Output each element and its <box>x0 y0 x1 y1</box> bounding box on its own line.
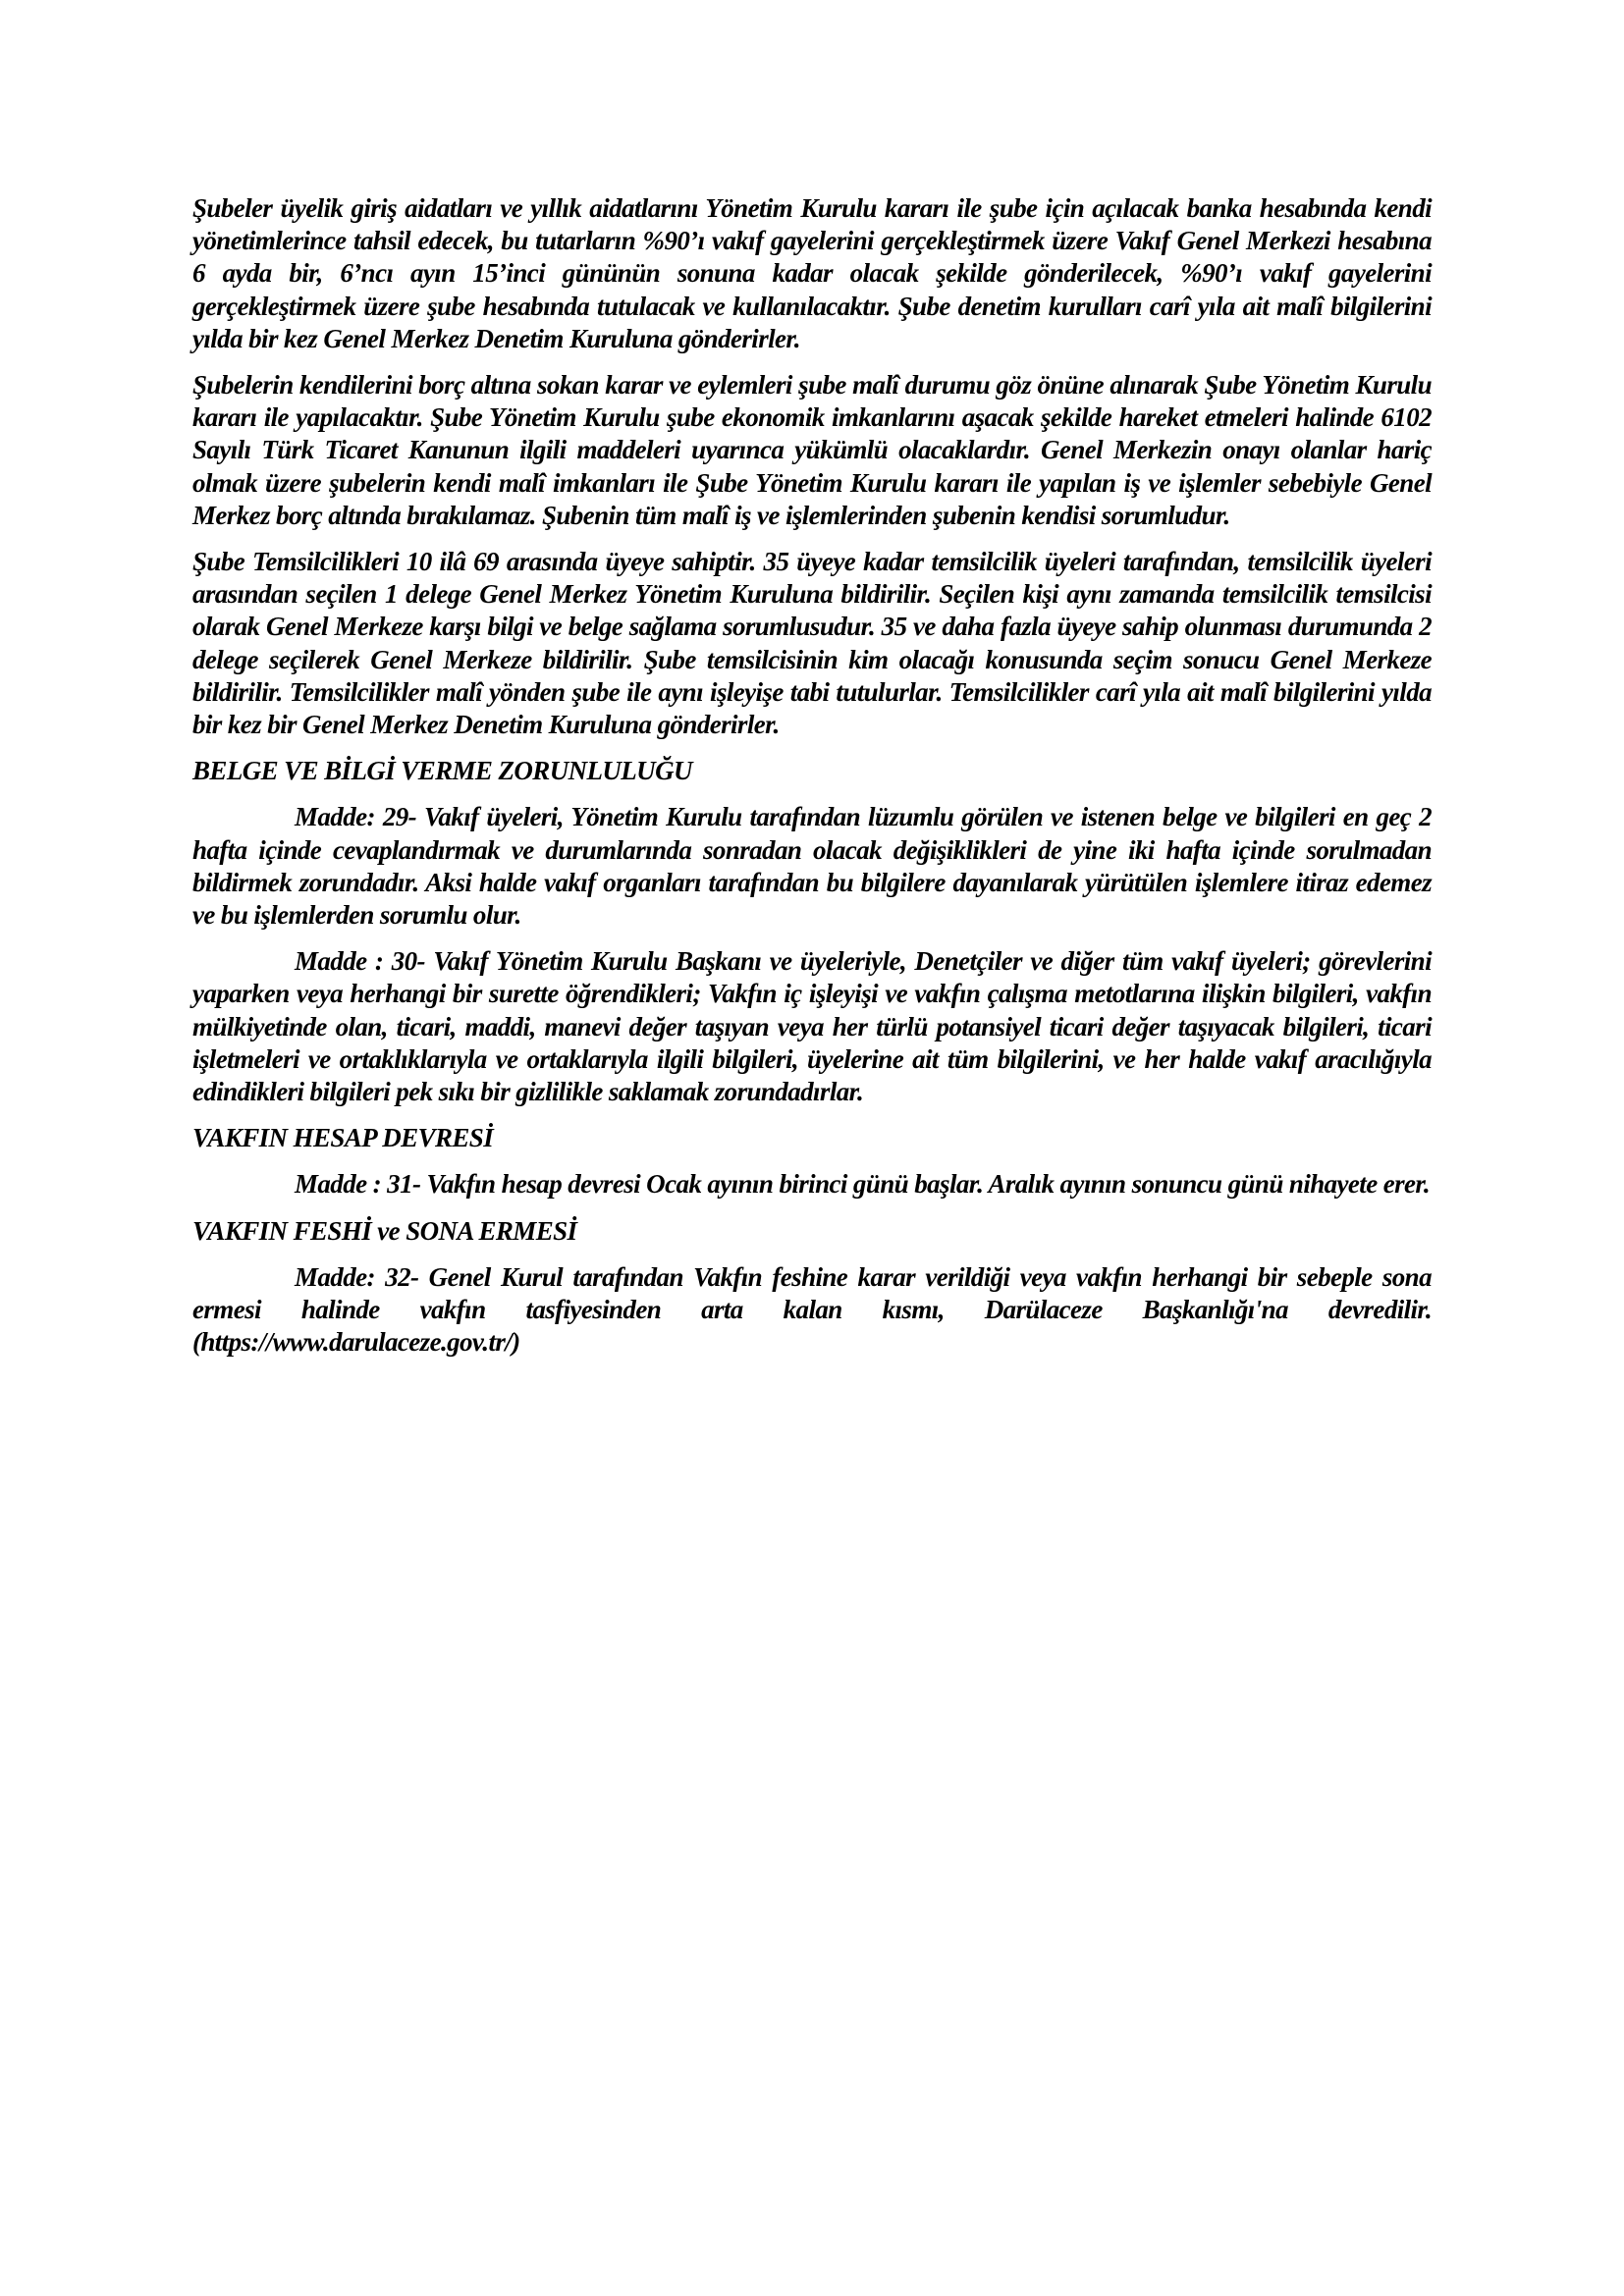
paragraph-branch-representatives: Şube Temsilcilikleri 10 ilâ 69 arasında üyeye sahiptir. 35 üyeye kadar temsilcilik üyeleri tarafından, temsilcilik üyeleri arasından seçilen 1 delege Genel Merkez Yönetim Kuruluna bildirilir. Seçilen kişi aynı zamanda temsilcilik temsilcisi olarak Genel Merkeze karşı bilgi ve belge sağlama sorumlusudur. 35 ve daha fazla üyeye sahip olunması durumunda 2 delege seçilerek Genel Merkeze bildirilir. Şube temsilcisinin kim olacağı konusunda seçim sonucu Genel Merkeze bildirilir. Temsilcilikler malî yönden şube ile aynı işleyişe tabi tutulurlar. Temsilcilikler carî yıla ait malî bilgilerini yılda bir kez bir Genel Merkez Denetim Kuruluna gönderirler. <box>192 547 1432 740</box>
article-32: Madde: 32- Genel Kurul tarafından Vakfın feshine karar verildiği veya vakfın herhangi bir sebeple sona ermesi halinde vakfın tasfiyesinden arta kalan kısmı, Darülaceze Başkanlığı'na devredilir. (https://www.darulaceze.gov.tr/) <box>192 1261 1432 1358</box>
paragraph-branch-debt: Şubelerin kendilerini borç altına sokan karar ve eylemleri şube malî durumu göz önüne alınarak Şube Yönetim Kurulu kararı ile yapılacaktır. Şube Yönetim Kurulu şube ekonomik imkanlarını aşacak şekilde hareket etmeleri halinde 6102 Sayılı Türk Ticaret Kanunun ilgili maddeleri uyarınca yükümlü olacaklardır. Genel Merkezin onayı olanlar hariç olmak üzere şubelerin kendi malî imkanları ile Şube Yönetim Kurulu kararı ile yapılan iş ve işlemler sebebiyle Genel Merkez borç altında bırakılamaz. Şubenin tüm malî iş ve işlemlerinden şubenin kendisi sorumludur. <box>192 370 1432 530</box>
article-31: Madde : 31- Vakfın hesap devresi Ocak ayının birinci günü başlar. Aralık ayının sonuncu günü nihayete erer. <box>295 1169 1430 1200</box>
section-heading-dissolution: VAKFIN FESHİ ve SONA ERMESİ <box>192 1215 577 1246</box>
article-29: Madde: 29- Vakıf üyeleri, Yönetim Kurulu tarafından lüzumlu görülen ve istenen belge ve bilgileri en geç 2 hafta içinde cevaplandırmak ve durumlarında sonradan olacak değişiklikleri de yine iki hafta içinde sorulmadan bildirmek zorundadır. Aksi halde vakıf organları tarafından bu bilgilere dayanılarak yürütülen işlemlere itiraz edemez ve bu işlemlerden sorumlu olur. <box>192 802 1432 931</box>
paragraph-branch-dues: Şubeler üyelik giriş aidatları ve yıllık aidatlarını Yönetim Kurulu kararı ile şube için açılacak banka hesabında kendi yönetimlerince tahsil edecek, bu tutarların %90’ı vakıf gayelerini gerçekleştirmek üzere Vakıf Genel Merkezi hesabına 6 ayda bir, 6’ncı ayın 15’inci gününün sonuna kadar olacak şekilde gönderilecek, %90’ı vakıf gayelerini gerçekleştirmek üzere şube hesabında tutulacak ve kullanılacaktır. Şube denetim kurulları carî yıla ait malî bilgilerini yılda bir kez Genel Merkez Denetim Kuruluna gönderirler. <box>192 193 1432 353</box>
document-page <box>192 192 1432 1373</box>
section-heading-document-obligation: BELGE VE BİLGİ VERME ZORUNLULUĞU <box>192 756 692 786</box>
section-heading-accounting-period: VAKFIN HESAP DEVRESİ <box>192 1123 494 1153</box>
article-30: Madde : 30- Vakıf Yönetim Kurulu Başkanı ve üyeleriyle, Denetçiler ve diğer tüm vakıf üyeleri; görevlerini yaparken veya herhangi bir surette öğrendikleri; Vakfın iç işleyişi ve vakfın çalışma metotlarına ilişkin bilgileri, vakfın mülkiyetinde olan, ticari, maddi, manevi değer taşıyan veya her türlü potansiyel ticari değer taşıyacak bilgileri, ticari işletmeleri ve ortaklıklarıyla ve ortaklarıyla ilgili bilgileri, üyelerine ait tüm bilgilerini, ve her halde vakıf aracılığıyla edindikleri bilgileri pek sıkı bir gizlilikle saklamak zorundadırlar. <box>192 946 1432 1107</box>
